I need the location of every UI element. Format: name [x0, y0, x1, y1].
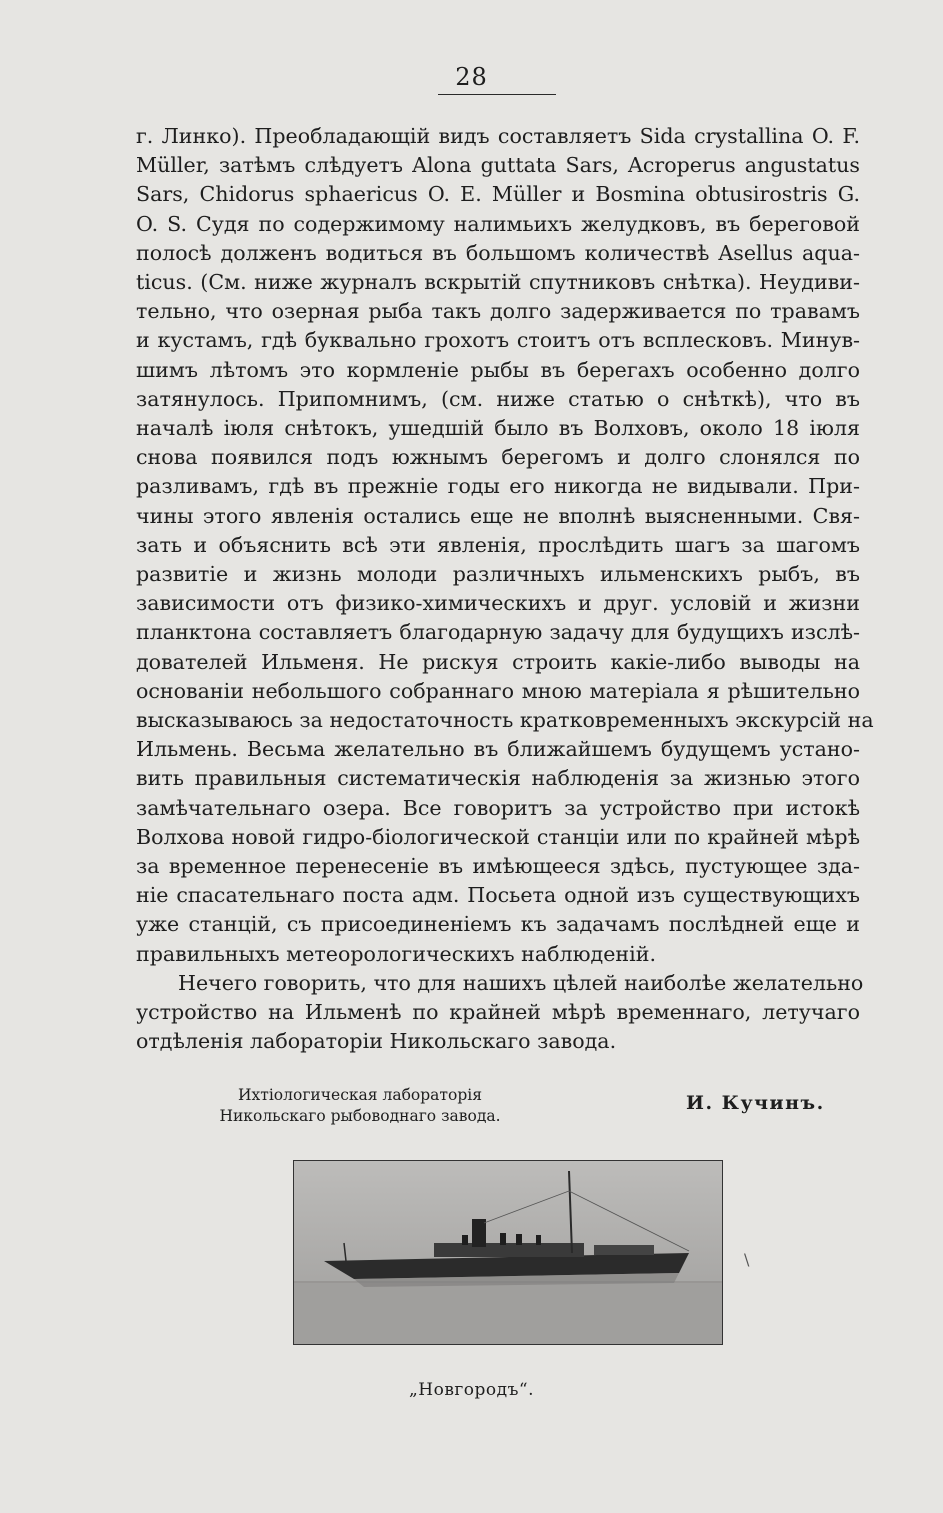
text-line: шимъ лѣтомъ это кормленіе рыбы въ берегахъ особенно долго	[136, 357, 860, 382]
text-line: Sars, Chidorus sphaericus O. E. Müller и Bosmina obtusirostris G.	[136, 182, 860, 207]
body-text	[136, 122, 874, 1057]
affiliation-line: Ихтіологическая лабораторія	[238, 1086, 482, 1104]
stray-mark: \	[744, 1250, 750, 1269]
paragraph-2	[136, 969, 864, 1057]
text-line: высказываюсь за недостаточность кратковременныхъ экскурсій на	[136, 708, 874, 733]
text-line: развитіе и жизнь молоди различныхъ ильменскихъ рыбъ, въ	[136, 562, 860, 587]
text-line: затянулось. Припомнимъ, (см. ниже статью о снѣткѣ), что въ	[136, 386, 860, 411]
text-line: планктона составляетъ благодарную задачу для будущихъ изслѣ-	[136, 620, 860, 645]
steamship-photo	[293, 1160, 723, 1345]
text-line: отдѣленія лабораторіи Никольскаго завода.	[136, 1029, 617, 1054]
text-line: Ильмень. Весьма желательно въ ближайшемъ будущемъ устано-	[136, 737, 860, 762]
text-line: Müller, затѣмъ слѣдуетъ Alona guttata Sars, Acroperus angustatus	[136, 153, 860, 178]
text-line: разливамъ, гдѣ въ прежніе годы его никогда не видывали. При-	[136, 474, 860, 499]
text-line: зать и объяснить всѣ эти явленія, прослѣдить шагъ за шагомъ	[136, 532, 860, 557]
steamship-photo-icon	[294, 1161, 722, 1344]
author-name: И. Кучинъ.	[686, 1092, 825, 1114]
text-line: дователей Ильменя. Не рискуя строить какіе-либо выводы на	[136, 649, 860, 674]
text-line: ніе спасательнаго поста адм. Посьета одной изъ существующихъ	[136, 883, 860, 908]
text-line: основаніи небольшого собраннаго мною матеріала я рѣшительно	[136, 678, 860, 703]
text-line: г. Линко). Преобладающій видъ составляетъ Sida crystallina O. F.	[136, 124, 860, 148]
affiliation-block	[200, 1085, 520, 1127]
text-line: и кустамъ, гдѣ буквально грохотъ стоитъ отъ всплесковъ. Минув-	[136, 328, 860, 353]
text-line: уже станцій, съ присоединеніемъ къ задачамъ послѣдней еще и	[136, 912, 860, 937]
text-line: за временное перенесеніе въ имѣющееся здѣсь, пустующее зда-	[136, 854, 860, 879]
text-line: полосѣ долженъ водиться въ большомъ количествѣ Asellus aqua-	[136, 240, 860, 265]
page-number-rule	[438, 94, 556, 95]
text-line: O. S. Судя по содержимому налимьихъ желудковъ, въ береговой	[136, 211, 860, 236]
text-line: ticus. (См. ниже журналъ вскрытій спутниковъ снѣтка). Неудиви-	[136, 270, 860, 295]
text-line: устройство на Ильменѣ по крайней мѣрѣ временнаго, летучаго	[136, 1000, 860, 1025]
text-line: началѣ іюля снѣтокъ, ушедшій было въ Волховъ, около 18 іюля	[136, 416, 860, 441]
text-line: снова появился подъ южнымъ берегомъ и долго слонялся по	[136, 445, 860, 470]
text-line: Нечего говорить, что для нашихъ цѣлей наиболѣе желательно	[178, 970, 864, 995]
text-line: Волхова новой гидро-біологической станціи или по крайней мѣрѣ	[136, 824, 860, 849]
photo-caption: „Новгородъ“.	[408, 1380, 535, 1400]
paragraph-1	[136, 122, 874, 969]
affiliation-line: Никольскаго рыбоводнаго завода.	[219, 1107, 501, 1125]
text-line: чины этого явленія остались еще не вполнѣ выясненными. Свя-	[136, 503, 860, 528]
page-number: 28	[455, 63, 488, 91]
text-line: тельно, что озерная рыба такъ долго задерживается по травамъ	[136, 299, 860, 324]
text-line: правильныхъ метеорологическихъ наблюденій.	[136, 941, 657, 966]
text-line: зависимости отъ физико-химическихъ и друг. условій и жизни	[136, 591, 860, 616]
text-line: замѣчательнаго озера. Все говоритъ за устройство при истокѣ	[136, 795, 860, 820]
text-line: вить правильныя систематическія наблюденія за жизнью этого	[136, 766, 860, 791]
